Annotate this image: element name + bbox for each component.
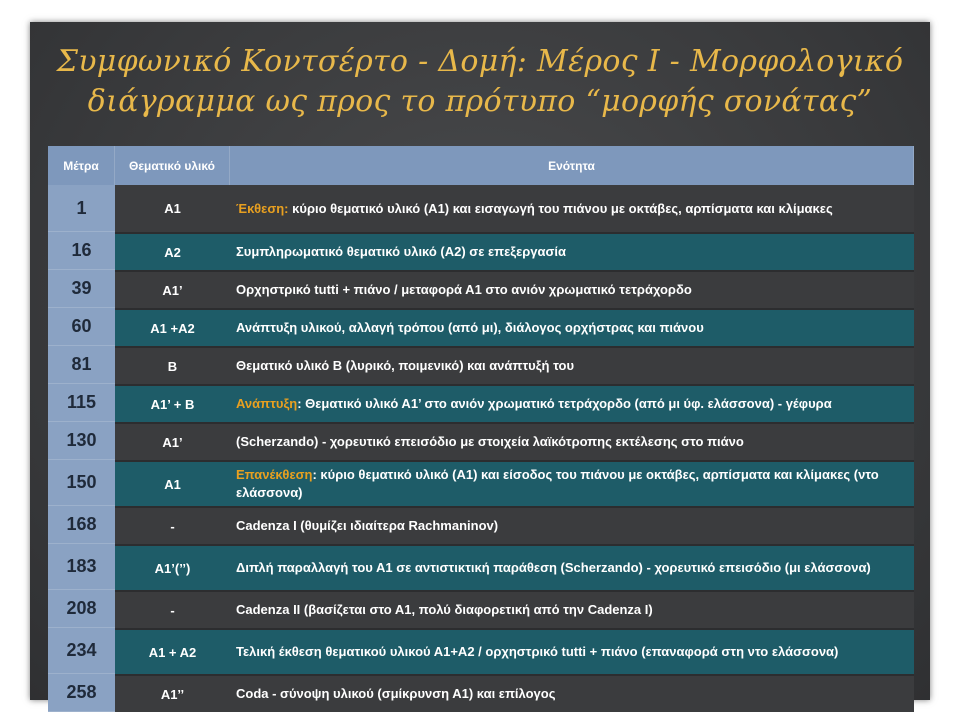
table-row bbox=[48, 506, 914, 544]
table-row bbox=[48, 308, 914, 346]
section-description bbox=[230, 544, 914, 590]
section-description bbox=[230, 674, 914, 712]
section-description bbox=[230, 185, 914, 232]
section-text: : Θεματικό υλικό Α1’ στο ανιόν χρωματικό τετράχορδο (από μι ύφ. ελάσσονα) - γέφυρα bbox=[297, 396, 832, 411]
title-line-1: Συμφωνικό Κοντσέρτο - Δομή: Μέρος Ι - Μορφολογικό bbox=[56, 44, 904, 79]
slide-title bbox=[30, 42, 930, 122]
section-label: Επανέκθεση bbox=[236, 467, 313, 482]
section-description bbox=[230, 590, 914, 628]
table-row bbox=[48, 460, 914, 506]
thematic-material: A1’’ bbox=[115, 674, 230, 712]
thematic-material: A1 + A2 bbox=[115, 628, 230, 674]
section-text: Συμπληρωματικό θεματικό υλικό (Α2) σε επεξεργασία bbox=[236, 244, 566, 259]
table-row bbox=[48, 590, 914, 628]
section-text: Τελική έκθεση θεματικού υλικού Α1+Α2 / ορχηστρικό tutti + πιάνο (επαναφορά στη ντο ελάσσονα) bbox=[236, 644, 839, 659]
table-row bbox=[48, 422, 914, 460]
bar-number: 150 bbox=[48, 460, 115, 506]
section-text: Ανάπτυξη υλικού, αλλαγή τρόπου (από μι), διάλογος ορχήστρας και πιάνου bbox=[236, 320, 704, 335]
thematic-material: A1’ + B bbox=[115, 384, 230, 422]
chalkboard-background bbox=[30, 22, 930, 700]
header-theme: Θεματικό υλικό bbox=[115, 146, 230, 185]
thematic-material: B bbox=[115, 346, 230, 384]
bar-number: 81 bbox=[48, 346, 115, 384]
section-description bbox=[230, 384, 914, 422]
section-description bbox=[230, 232, 914, 270]
table-row bbox=[48, 270, 914, 308]
thematic-material: A1 bbox=[115, 460, 230, 506]
table-row bbox=[48, 346, 914, 384]
bar-number: 1 bbox=[48, 185, 115, 232]
section-description bbox=[230, 308, 914, 346]
table-row bbox=[48, 674, 914, 712]
bar-number: 258 bbox=[48, 674, 115, 712]
table-row bbox=[48, 232, 914, 270]
section-text: Cadenza I (θυμίζει ιδιαίτερα Rachmaninov) bbox=[236, 518, 499, 533]
header-bars: Μέτρα bbox=[48, 146, 115, 185]
thematic-material: A1 bbox=[115, 185, 230, 232]
bar-number: 234 bbox=[48, 628, 115, 674]
section-text: Coda - σύνοψη υλικού (σμίκρυνση Α1) και επίλογος bbox=[236, 686, 556, 701]
bar-number: 115 bbox=[48, 384, 115, 422]
bar-number: 60 bbox=[48, 308, 115, 346]
table-row bbox=[48, 384, 914, 422]
table-row bbox=[48, 185, 914, 232]
section-text: Διπλή παραλλαγή του Α1 σε αντιστικτική παράθεση (Scherzando) - χορευτικό επεισόδιο (μι ελάσσονα) bbox=[236, 560, 871, 575]
section-description bbox=[230, 628, 914, 674]
section-description bbox=[230, 506, 914, 544]
thematic-material: - bbox=[115, 590, 230, 628]
thematic-material: A1 +A2 bbox=[115, 308, 230, 346]
bar-number: 16 bbox=[48, 232, 115, 270]
section-description bbox=[230, 270, 914, 308]
section-text: (Scherzando) - χορευτικό επεισόδιο με στοιχεία λαϊκότροπης εκτέλεσης στο πιάνο bbox=[236, 434, 744, 449]
thematic-material: A1’(’’) bbox=[115, 544, 230, 590]
section-text: κύριο θεματικό υλικό (Α1) και εισαγωγή του πιάνου με οκτάβες, αρπίσματα και κλίμακες bbox=[288, 200, 833, 216]
section-text: Θεματικό υλικό Β (λυρικό, ποιμενικό) και ανάπτυξή του bbox=[236, 358, 575, 373]
thematic-material: A1’ bbox=[115, 270, 230, 308]
bar-number: 168 bbox=[48, 506, 115, 544]
title-line-2: διάγραμμα ως προς το πρότυπο “μορφής σονάτας” bbox=[87, 84, 873, 119]
thematic-material: A2 bbox=[115, 232, 230, 270]
section-text: Cadenza II (βασίζεται στο Α1, πολύ διαφορετική από την Cadenza I) bbox=[236, 602, 653, 617]
thematic-material: A1’ bbox=[115, 422, 230, 460]
section-label: Ανάπτυξη bbox=[236, 396, 298, 411]
header-section: Ενότητα bbox=[230, 146, 914, 185]
section-text: : κύριο θεματικό υλικό (Α1) και είσοδος του πιάνου με οκτάβες, αρπίσματα και κλίμακες (ντο ελάσσονα) bbox=[236, 467, 879, 500]
section-text: Ορχηστρικό tutti + πιάνο / μεταφορά Α1 στο ανιόν χρωματικό τετράχορδο bbox=[236, 282, 692, 297]
thematic-material: - bbox=[115, 506, 230, 544]
form-diagram-table bbox=[48, 146, 914, 712]
section-description bbox=[230, 422, 914, 460]
bar-number: 183 bbox=[48, 544, 115, 590]
table-header-row bbox=[48, 146, 914, 185]
table-row bbox=[48, 544, 914, 590]
section-description bbox=[230, 460, 914, 506]
section-description bbox=[230, 346, 914, 384]
bar-number: 39 bbox=[48, 270, 115, 308]
table-row bbox=[48, 628, 914, 674]
section-label: Έκθεση: bbox=[236, 200, 289, 216]
bar-number: 208 bbox=[48, 590, 115, 628]
bar-number: 130 bbox=[48, 422, 115, 460]
